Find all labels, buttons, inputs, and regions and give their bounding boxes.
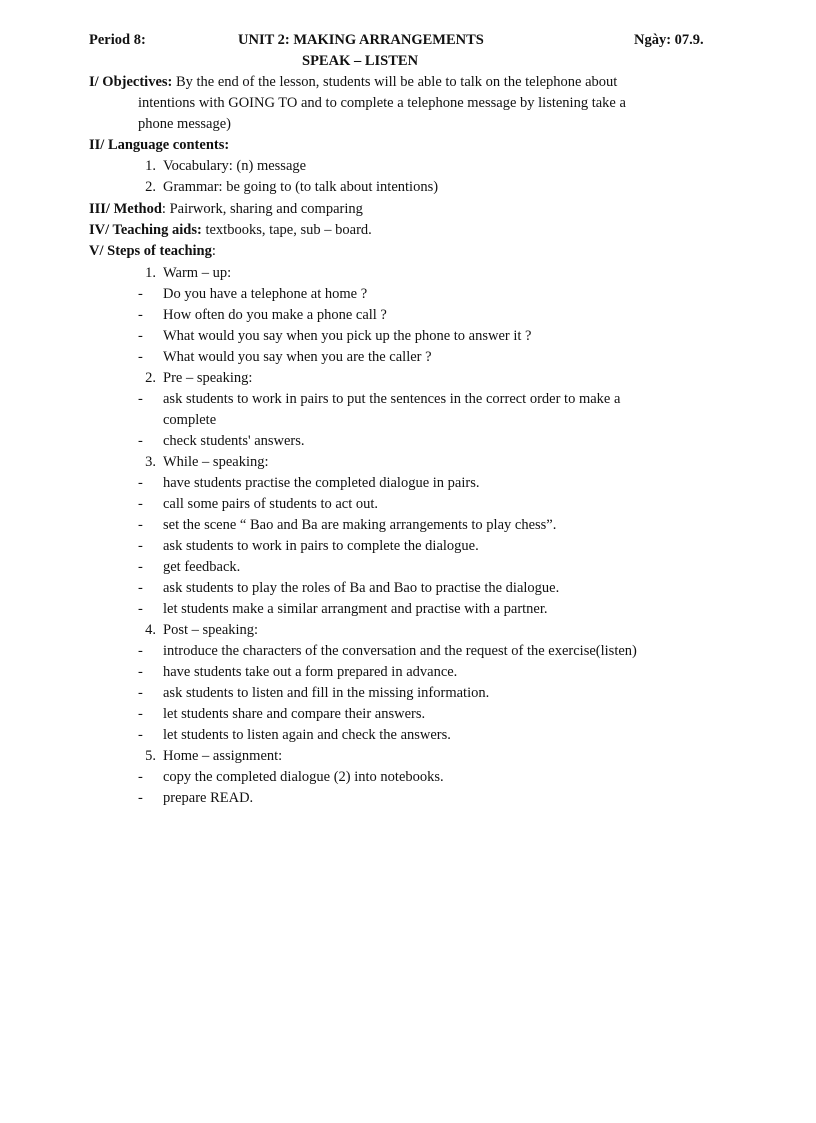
date-label: Ngày: 07.9. (634, 32, 704, 48)
list-item: set the scene “ Bao and Ba are making arrangements to play chess”. (163, 517, 557, 533)
list-number: 3. (145, 454, 156, 470)
list-item: ask students to listen and fill in the missing information. (163, 685, 490, 701)
list-item: have students practise the completed dialogue in pairs. (163, 475, 480, 491)
bullet-dash: - (138, 643, 143, 659)
warmup-title: Warm – up: (163, 265, 232, 281)
list-number: 1. (145, 158, 156, 174)
list-item: What would you say when you are the caller ? (163, 349, 432, 365)
list-number: 5. (145, 748, 156, 764)
bullet-dash: - (138, 349, 143, 365)
period-label: Period 8: (89, 32, 146, 48)
bullet-dash: - (138, 286, 143, 302)
language-item-grammar: Grammar: be going to (to talk about intentions) (163, 179, 439, 195)
bullet-dash: - (138, 307, 143, 323)
list-number: 2. (145, 370, 156, 386)
aids-text: textbooks, tape, sub – board. (205, 222, 372, 238)
list-item: introduce the characters of the conversation and the request of the exercise(listen) (163, 643, 637, 659)
bullet-dash: - (138, 475, 143, 491)
method-section (89, 199, 363, 220)
bullet-dash: - (138, 433, 143, 449)
bullet-dash: - (138, 559, 143, 575)
list-item: prepare READ. (163, 790, 254, 806)
bullet-dash: - (138, 538, 143, 554)
list-number: 4. (145, 622, 156, 638)
steps-colon: : (211, 243, 216, 259)
unit-title: UNIT 2: MAKING ARRANGEMENTS (238, 32, 484, 48)
steps-heading: V/ Steps of teaching (89, 243, 212, 259)
method-heading: III/ Method (89, 201, 162, 217)
home-assignment-title: Home – assignment: (163, 748, 283, 764)
objectives-text-line-3: phone message) (138, 116, 232, 132)
bullet-dash: - (138, 790, 143, 806)
list-number: 2. (145, 179, 156, 195)
while-speaking-title: While – speaking: (163, 454, 269, 470)
list-item: have students take out a form prepared in advance. (163, 664, 458, 680)
list-item: let students make a similar arrangment and practise with a partner. (163, 601, 548, 617)
aids-heading: IV/ Teaching aids: (89, 222, 202, 238)
list-item: copy the completed dialogue (2) into notebooks. (163, 769, 444, 785)
steps-section (89, 241, 216, 262)
aids-section (89, 220, 372, 241)
lesson-subtitle: SPEAK – LISTEN (302, 53, 419, 69)
list-item: check students' answers. (163, 433, 305, 449)
list-item: ask students to work in pairs to put the sentences in the correct order to make a (163, 391, 621, 407)
post-speaking-title: Post – speaking: (163, 622, 259, 638)
language-heading: II/ Language contents: (89, 137, 230, 153)
bullet-dash: - (138, 496, 143, 512)
bullet-dash: - (138, 580, 143, 596)
bullet-dash: - (138, 517, 143, 533)
bullet-dash: - (138, 664, 143, 680)
list-item: call some pairs of students to act out. (163, 496, 379, 512)
list-item: How often do you make a phone call ? (163, 307, 387, 323)
language-item-vocabulary: Vocabulary: (n) message (163, 158, 307, 174)
objectives-text-line-1: By the end of the lesson, students will be able to talk on the telephone about (175, 74, 618, 90)
list-item: let students to listen again and check the answers. (163, 727, 451, 743)
list-item: What would you say when you pick up the phone to answer it ? (163, 328, 532, 344)
list-item: ask students to work in pairs to complete the dialogue. (163, 538, 479, 554)
bullet-dash: - (138, 328, 143, 344)
bullet-dash: - (138, 706, 143, 722)
bullet-dash: - (138, 685, 143, 701)
method-text: : Pairwork, sharing and comparing (161, 201, 363, 217)
list-item: ask students to play the roles of Ba and Bao to practise the dialogue. (163, 580, 560, 596)
bullet-dash: - (138, 391, 143, 407)
list-item: let students share and compare their answers. (163, 706, 426, 722)
list-item: get feedback. (163, 559, 241, 575)
list-item-continuation: complete (163, 412, 217, 428)
objectives-heading: I/ Objectives: (89, 74, 173, 90)
bullet-dash: - (138, 769, 143, 785)
list-item: Do you have a telephone at home ? (163, 286, 368, 302)
pre-speaking-title: Pre – speaking: (163, 370, 253, 386)
objectives-text-line-2: intentions with GOING TO and to complete a telephone message by listening take a (138, 95, 626, 111)
objectives-section (89, 72, 617, 93)
list-number: 1. (145, 265, 156, 281)
bullet-dash: - (138, 727, 143, 743)
bullet-dash: - (138, 601, 143, 617)
